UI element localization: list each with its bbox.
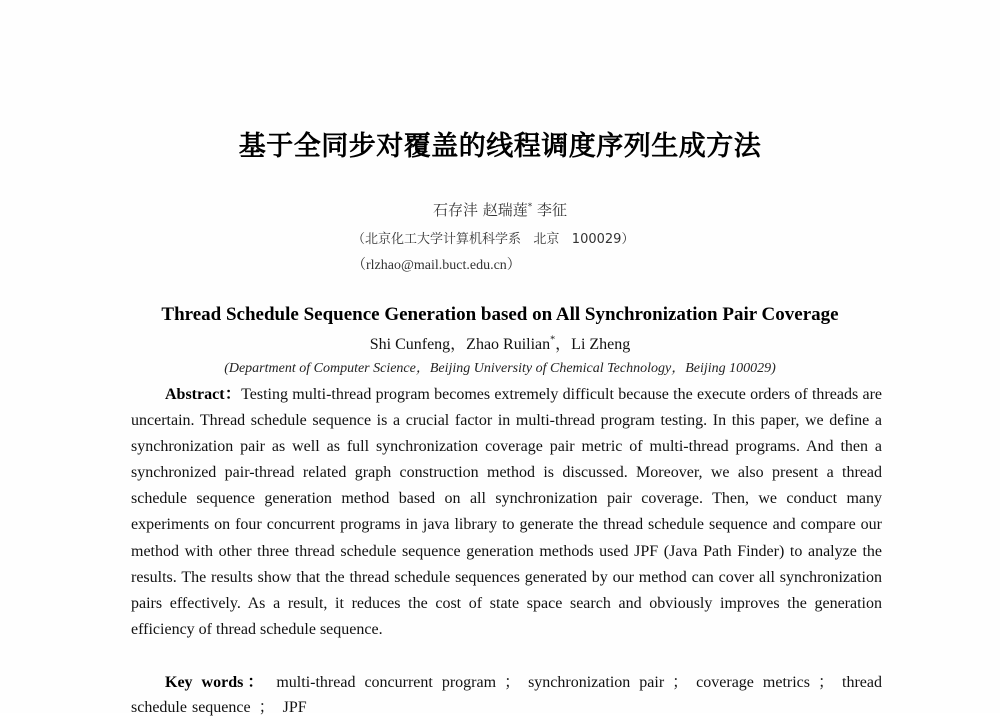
author-name: 李征 [537,201,568,219]
keyword-item: JPF [282,699,307,716]
chinese-affiliation: （北京化工大学计算机科学系 北京 100029） [352,232,635,247]
author-name: Shi Cunfeng， [369,336,467,353]
keyword-separator: ； [504,674,521,691]
chinese-authors [0,199,1000,220]
keyword-item: coverage metrics [696,674,811,691]
english-title: Thread Schedule Sequence Generation based on All Synchronization Pair Coverage [161,304,839,325]
author-name: 石存沣 [432,201,478,219]
corresponding-author-mark: * [527,202,533,212]
abstract-paragraph [131,382,882,643]
keywords-label: Key words： [165,674,268,691]
author-separator: ， [555,336,572,353]
author-name: 赵瑞莲 [482,201,528,219]
keyword-item: synchronization pair [528,674,665,691]
author-email: （rlzhao@mail.buct.edu.cn） [352,258,521,273]
keyword-item: multi-thread concurrent program [276,674,497,691]
keyword-separator: ； [258,699,275,716]
chinese-title: 基于全同步对覆盖的线程调度序列生成方法 [238,131,762,162]
english-affiliation: (Department of Computer Science，Beijing University of Chemical Technology，Beijing 100029) [224,361,776,376]
english-authors [0,331,1000,354]
abstract-text: Testing multi-thread program becomes extremely difficult because the execute orders of threads are uncertain. Thread schedule sequence is a crucial factor in multi-thread program testing. In this paper, we define a synchronization pair as well as full synchronization coverage pair metric of multi-thread programs. And then a synchronized pair-thread related graph construction method is discussed. Moreover, we also present a thread schedule sequence generation method based on all synchronization pair coverage. Then, we conduct many experiments on four concurrent programs in java library to generate the thread schedule sequence and compare our method with other three thread schedule sequence generation methods used JPF (Java Path Finder) to analyze the results. The results show that the thread schedule sequences generated by our method can cover all synchronization pairs effectively. As a result, it reduces the cost of state space search and obviously improves the generation efficiency of thread schedule sequence. [131,386,883,638]
author-name: Li Zheng [571,336,631,353]
keyword-item: thread schedule sequence [131,674,883,716]
abstract-label: Abstract： [165,386,242,403]
corresponding-author-mark: * [550,334,556,346]
keyword-separator: ； [672,674,689,691]
author-name: Zhao Ruilian [466,336,551,353]
keyword-separator: ； [818,674,835,691]
